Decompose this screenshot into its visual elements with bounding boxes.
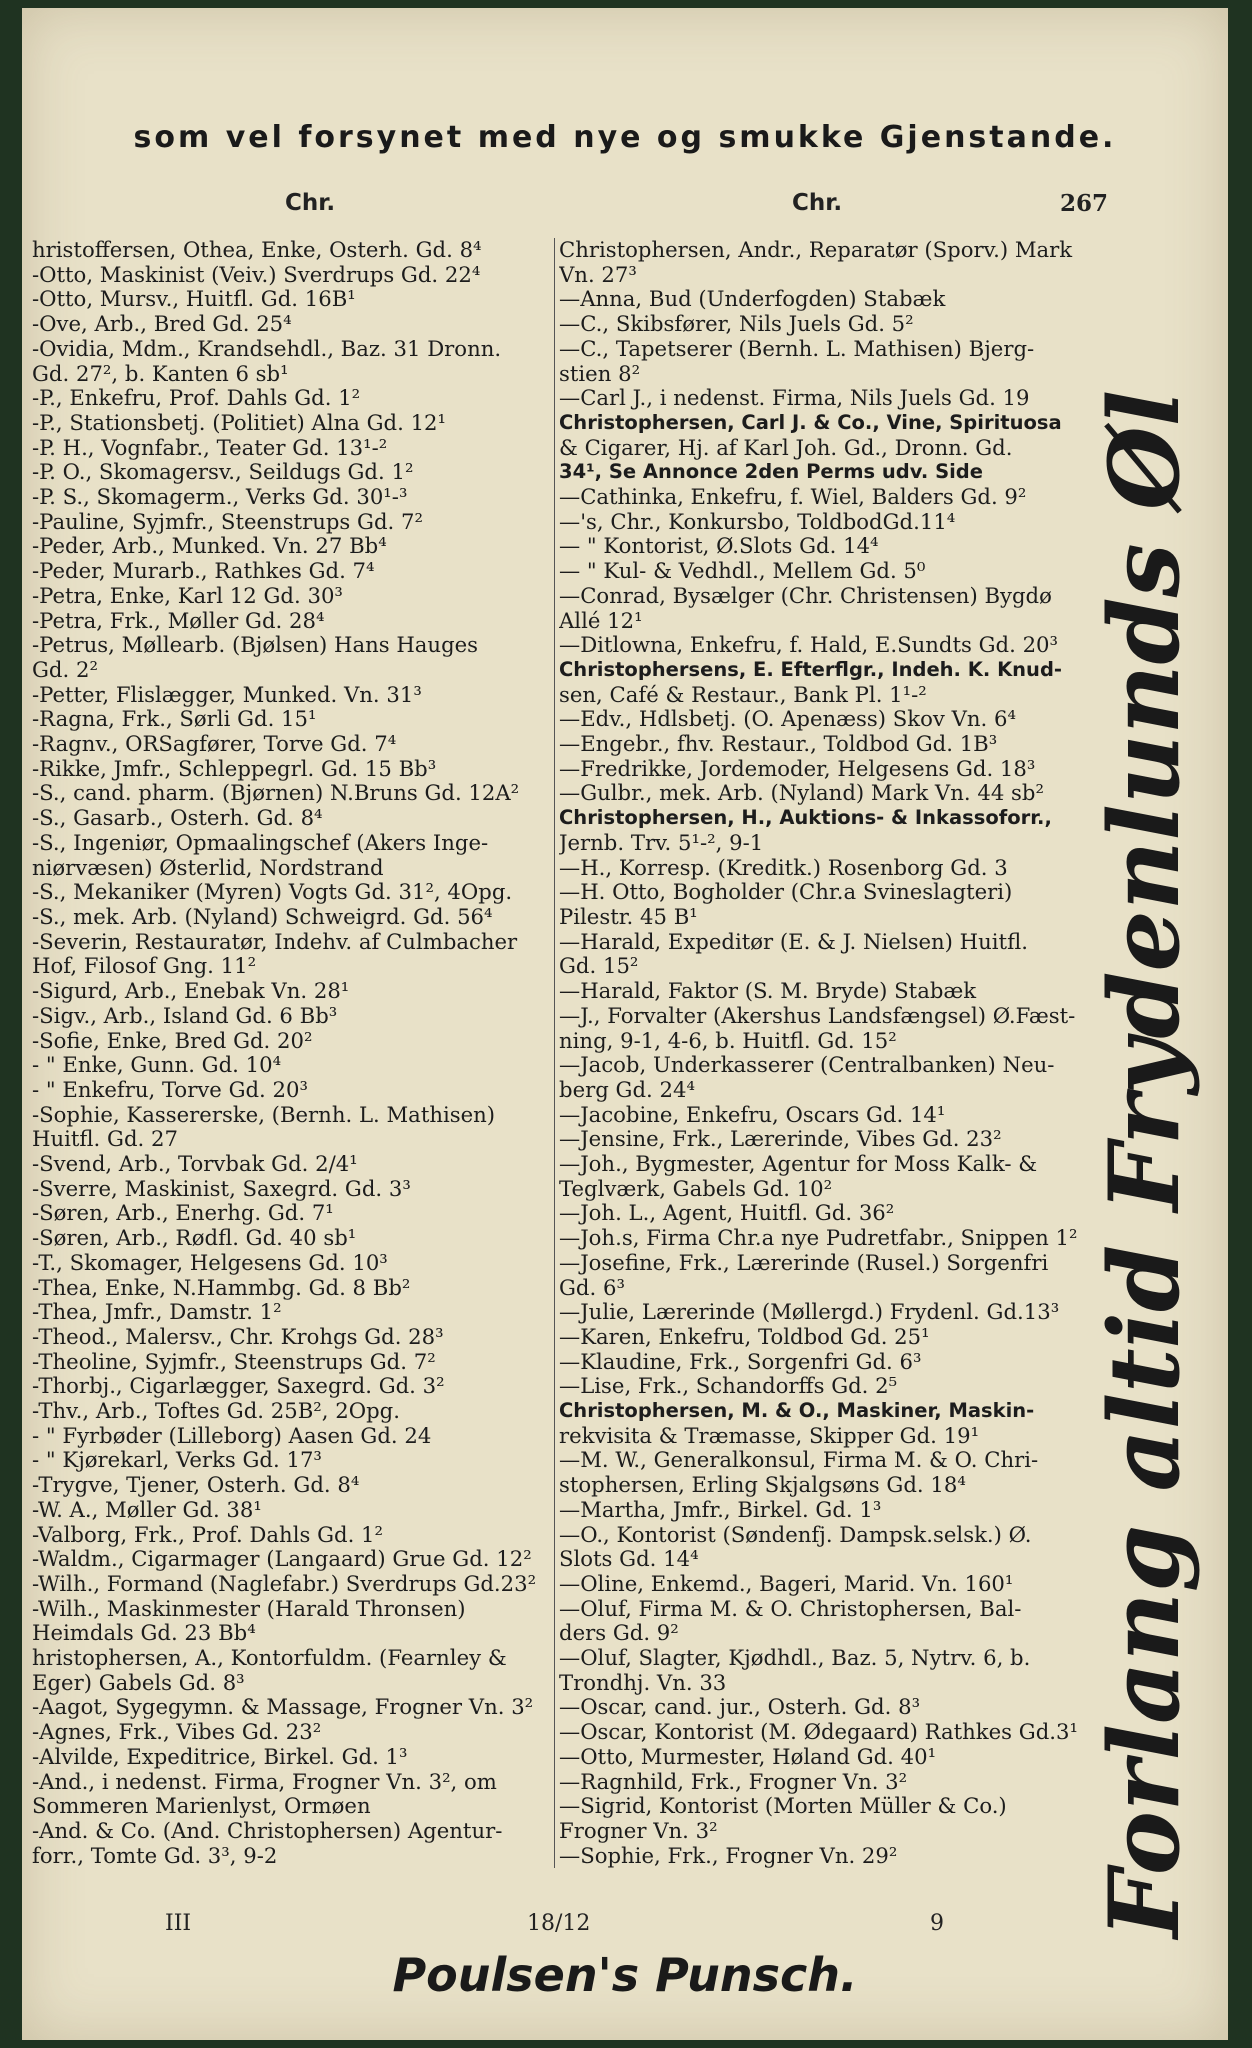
directory-entry-line: -Sigurd, Arb., Enebak Vn. 28¹ <box>32 979 350 1004</box>
directory-entry-line: -W. A., Møller Gd. 38¹ <box>32 1497 262 1522</box>
directory-entry-line: Huitfl. Gd. 27 <box>32 1127 178 1152</box>
directory-entry-line: —Oluf, Firma M. & O. Christophersen, Bal- <box>559 1596 1022 1621</box>
directory-entry-line: - " Kjørekarl, Verks Gd. 17³ <box>32 1448 322 1473</box>
running-header-right: Chr. <box>792 190 843 216</box>
directory-entry-line: - " Fyrbøder (Lilleborg) Aasen Gd. 24 <box>32 1423 432 1448</box>
directory-entry-line: —Lise, Frk., Schandorffs Gd. 2⁵ <box>559 1374 898 1399</box>
directory-entry-line: —Ditlowna, Enkefru, f. Hald, E.Sundts Gd. 20³ <box>559 633 1059 658</box>
directory-entry-line: Frogner Vn. 3² <box>559 1819 718 1843</box>
directory-page <box>22 8 1228 2040</box>
directory-entry-line: —J., Forvalter (Akershus Landsfængsel) Ø.Fæst- <box>559 1003 1076 1028</box>
directory-entry-line: -Otto, Mursv., Huitfl. Gd. 16B¹ <box>32 287 356 312</box>
directory-entry-line: -P. H., Vognfabr., Teater Gd. 13¹-² <box>32 435 388 460</box>
directory-entry-line: Christophersens, E. Efterflgr., Indeh. K. Knud- <box>559 657 1062 681</box>
directory-entry-line: —Sigrid, Kontorist (Morten Müller & Co.) <box>559 1794 1007 1819</box>
directory-entry-line: -S., Mekaniker (Myren) Vogts Gd. 31², 4Opg. <box>32 880 513 905</box>
footer-signature-left: III <box>165 1911 192 1936</box>
directory-entry-line: - " Enkefru, Torve Gd. 20³ <box>32 1077 308 1102</box>
directory-entry-line: ning, 9-1, 4-6, b. Huitfl. Gd. 15² <box>559 1028 897 1053</box>
directory-entry-line: -Svend, Arb., Torvbak Gd. 2/4¹ <box>32 1152 358 1177</box>
directory-entry-line: -S., cand. pharm. (Bjørnen) N.Bruns Gd. 12A² <box>32 781 520 806</box>
directory-entry-line: -Sigv., Arb., Island Gd. 6 Bb³ <box>32 1003 338 1028</box>
right-column <box>559 238 1091 1868</box>
directory-entry-line: -Thea, Enke, N.Hammbg. Gd. 8 Bb² <box>32 1275 411 1300</box>
directory-entry-line: Christophersen, H., Auktions- & Inkassoforr., <box>559 806 1052 830</box>
directory-entry-line: —Harald, Expeditør (E. & J. Nielsen) Huitfl. <box>559 929 1028 954</box>
directory-entry-line: -Petrus, Møllearb. (Bjølsen) Hans Hauges <box>32 633 479 658</box>
running-header-left: Chr. <box>285 190 336 216</box>
footer-signature-right: 9 <box>930 1911 944 1936</box>
directory-entry-line: -Wilh., Maskinmester (Harald Thronsen) <box>32 1596 466 1621</box>
top-banner-ad: som vel forsynet med nye og smukke Gjenstande. <box>133 120 1117 155</box>
directory-entry-line: —Joh., Bygmester, Agentur for Moss Kalk- & <box>559 1152 1038 1177</box>
directory-entry-line: —C., Tapetserer (Bernh. L. Mathisen) Bjerg- <box>559 336 1035 361</box>
directory-entry-line: -Otto, Maskinist (Veiv.) Sverdrups Gd. 22⁴ <box>32 262 481 287</box>
directory-entry-line: -P., Stationsbetj. (Politiet) Alna Gd. 12¹ <box>32 410 447 435</box>
directory-entry-line: —Karen, Enkefru, Toldbod Gd. 25¹ <box>559 1324 930 1349</box>
directory-entry-line: ders Gd. 9² <box>559 1621 679 1646</box>
directory-entry-line: —H. Otto, Bogholder (Chr.a Svineslagteri) <box>559 880 1013 905</box>
directory-entry-line: Pilestr. 45 B¹ <box>559 904 698 929</box>
directory-entry-line: 34¹, Se Annonce 2den Perms udv. Side <box>559 460 983 484</box>
directory-entry-line: hristophersen, A., Kontorfuldm. (Fearnley & <box>32 1646 507 1671</box>
directory-entry-line: -S., Gasarb., Osterh. Gd. 8⁴ <box>32 806 323 831</box>
directory-entry-line: -T., Skomager, Helgesens Gd. 10³ <box>32 1250 388 1275</box>
directory-entry-line: -Severin, Restauratør, Indehv. af Culmbacher <box>32 929 518 954</box>
directory-entry-line: -Rikke, Jmfr., Schleppegrl. Gd. 15 Bb³ <box>32 756 437 781</box>
directory-entry-line: stophersen, Erling Skjalgsøns Gd. 18⁴ <box>559 1473 966 1498</box>
directory-entry-line: —Joh.s, Firma Chr.a nye Pudretfabr., Snippen 1² <box>559 1226 1078 1251</box>
directory-entry-line: Jernb. Trv. 5¹-², 9-1 <box>559 830 764 855</box>
directory-entry-line: -S., Ingeniør, Opmaalingschef (Akers Inge- <box>32 830 489 855</box>
directory-entry-line: —Gulbr., mek. Arb. (Nyland) Mark Vn. 44 sb² <box>559 781 1044 806</box>
directory-entry-line: Christophersen, Carl J. & Co., Vine, Spirituosa <box>559 410 1062 434</box>
directory-entry-line: -Theod., Malersv., Chr. Krohgs Gd. 28³ <box>32 1324 444 1349</box>
directory-entry-line: Allé 12¹ <box>559 608 643 633</box>
directory-entry-line: Vn. 27³ <box>559 262 637 287</box>
directory-entry-line: —Josefine, Frk., Lærerinde (Rusel.) Sorgenfri <box>559 1250 1049 1275</box>
directory-entry-line: stien 8² <box>559 361 641 386</box>
directory-entry-line: Slots Gd. 14⁴ <box>559 1547 699 1572</box>
directory-entry-line: —Jacobine, Enkefru, Oscars Gd. 14¹ <box>559 1102 946 1127</box>
directory-entry-line: —'s, Chr., Konkursbo, ToldbodGd.11⁴ <box>559 509 956 534</box>
directory-entry-line: -S., mek. Arb. (Nyland) Schweigrd. Gd. 56⁴ <box>32 904 493 929</box>
directory-entry-line: -And., i nedenst. Firma, Frogner Vn. 3², om <box>32 1769 497 1794</box>
directory-entry-line: -Thea, Jmfr., Damstr. 1² <box>32 1300 282 1325</box>
directory-entry-line: rekvisita & Træmasse, Skipper Gd. 19¹ <box>559 1423 980 1448</box>
directory-entry-line: Teglværk, Gabels Gd. 10² <box>559 1176 833 1201</box>
bottom-advertisement: Poulsen's Punsch. <box>392 1948 858 2002</box>
directory-entry-line: —H., Korresp. (Kreditk.) Rosenborg Gd. 3 <box>559 855 1008 880</box>
directory-entry-line: -Peder, Murarb., Rathkes Gd. 7⁴ <box>32 559 375 584</box>
directory-entry-line: —C., Skibsfører, Nils Juels Gd. 5² <box>559 312 914 337</box>
directory-entry-line: —Oscar, Kontorist (M. Ødegaard) Rathkes Gd.3¹ <box>559 1720 1078 1745</box>
directory-entry-line: —Jensine, Frk., Lærerinde, Vibes Gd. 23² <box>559 1127 1002 1152</box>
directory-entry-line: hristoffersen, Othea, Enke, Osterh. Gd. 8⁴ <box>32 238 482 262</box>
directory-entry-line: -Thv., Arb., Toftes Gd. 25B², 2Opg. <box>32 1399 400 1424</box>
directory-entry-line: Christophersen, M. & O., Maskiner, Maskin- <box>559 1399 1035 1423</box>
directory-entry-line: -Ove, Arb., Bred Gd. 25⁴ <box>32 312 292 337</box>
directory-entry-line: -Petra, Enke, Karl 12 Gd. 30³ <box>32 583 343 608</box>
directory-entry-line: —Julie, Lærerinde (Møllergd.) Frydenl. Gd.13³ <box>559 1300 1060 1325</box>
directory-entry-line: Sommeren Marienlyst, Ormøen <box>32 1794 371 1819</box>
directory-entry-line: Christophersen, Andr., Reparatør (Sporv.) Mark <box>559 238 1073 262</box>
directory-entry-line: -Ragna, Frk., Sørli Gd. 15¹ <box>32 707 317 732</box>
directory-entry-line: —Martha, Jmfr., Birkel. Gd. 1³ <box>559 1497 882 1522</box>
directory-entry-line: -Søren, Arb., Rødfl. Gd. 40 sb¹ <box>32 1226 357 1251</box>
directory-entry-line: Gd. 15² <box>559 954 639 979</box>
directory-entry-line: —O., Kontorist (Søndenfj. Dampsk.selsk.) Ø. <box>559 1522 1032 1547</box>
directory-entry-line: —Edv., Hdlsbetj. (O. Apenæss) Skov Vn. 6⁴ <box>559 707 1016 732</box>
page-number: 267 <box>1060 190 1109 217</box>
footer-signature-middle: 18/12 <box>527 1911 591 1936</box>
directory-entry-line: —Conrad, Bysælger (Chr. Christensen) Bygdø <box>559 583 1052 608</box>
directory-entry-line: & Cigarer, Hj. af Karl Joh. Gd., Dronn. Gd. <box>559 435 1013 460</box>
directory-entry-line: -Sofie, Enke, Bred Gd. 20² <box>32 1028 313 1053</box>
directory-entry-line: — " Kontorist, Ø.Slots Gd. 14⁴ <box>559 534 879 559</box>
directory-entry-line: -Pauline, Syjmfr., Steenstrups Gd. 7² <box>32 509 423 534</box>
directory-entry-line: —Engebr., fhv. Restaur., Toldbod Gd. 1B³ <box>559 732 998 757</box>
directory-entry-line: -Peder, Arb., Munked. Vn. 27 Bb⁴ <box>32 534 387 559</box>
directory-entry-line: -Petra, Frk., Møller Gd. 28⁴ <box>32 608 325 633</box>
directory-entry-line: —Sophie, Frk., Frogner Vn. 29² <box>559 1843 898 1868</box>
directory-entry-line: —Fredrikke, Jordemoder, Helgesens Gd. 18³ <box>559 756 1036 781</box>
directory-entry-line: -Trygve, Tjener, Osterh. Gd. 8⁴ <box>32 1473 360 1498</box>
directory-entry-line: - " Enke, Gunn. Gd. 10⁴ <box>32 1053 282 1078</box>
directory-entry-line: -Ragnv., ORSagfører, Torve Gd. 7⁴ <box>32 732 397 757</box>
directory-entry-line: —Anna, Bud (Underfogden) Stabæk <box>559 287 946 312</box>
directory-entry-line: -Sverre, Maskinist, Saxegrd. Gd. 3³ <box>32 1176 411 1201</box>
directory-entry-line: —Oluf, Slagter, Kjødhdl., Baz. 5, Nytrv. 6, b. <box>559 1646 1031 1671</box>
directory-entry-line: -Sophie, Kassererske, (Bernh. L. Mathisen) <box>32 1102 496 1127</box>
directory-entry-line: Heimdals Gd. 23 Bb⁴ <box>32 1621 256 1646</box>
directory-entry-line: -P., Enkefru, Prof. Dahls Gd. 1² <box>32 386 361 411</box>
directory-entry-line: -P. S., Skomagerm., Verks Gd. 30¹-³ <box>32 485 408 510</box>
directory-entry-line: berg Gd. 24⁴ <box>559 1077 695 1102</box>
directory-entry-line: -Aagot, Sygegymn. & Massage, Frogner Vn. 3² <box>32 1695 534 1720</box>
directory-entry-line: —Harald, Faktor (S. M. Bryde) Stabæk <box>559 979 977 1004</box>
directory-entry-line: — " Kul- & Vedhdl., Mellem Gd. 5⁰ <box>559 559 926 584</box>
directory-entry-line: -P. O., Skomagersv., Seildugs Gd. 1² <box>32 460 414 485</box>
directory-entry-line: -Søren, Arb., Enerhg. Gd. 7¹ <box>32 1201 334 1226</box>
directory-entry-line: —Otto, Murmester, Høland Gd. 40¹ <box>559 1744 937 1769</box>
directory-entry-line: -Alvilde, Expeditrice, Birkel. Gd. 1³ <box>32 1744 408 1769</box>
directory-entry-line: forr., Tomte Gd. 3³, 9-2 <box>32 1843 278 1868</box>
directory-entry-line: —Carl J., i nedenst. Firma, Nils Juels Gd. 19 <box>559 386 1030 411</box>
directory-entry-line: -Waldm., Cigarmager (Langaard) Grue Gd. 12² <box>32 1547 532 1572</box>
directory-entry-line: -Thorbj., Cigarlægger, Saxegrd. Gd. 3² <box>32 1374 445 1399</box>
directory-entry-line: Gd. 2² <box>32 657 98 682</box>
directory-entry-line: niørvæsen) Østerlid, Nordstrand <box>32 855 384 880</box>
directory-entry-line: —Klaudine, Frk., Sorgenfri Gd. 6³ <box>559 1349 922 1374</box>
directory-entry-line: —Oline, Enkemd., Bageri, Marid. Vn. 160¹ <box>559 1571 1014 1596</box>
directory-entry-line: -Agnes, Frk., Vibes Gd. 23² <box>32 1720 322 1745</box>
left-column <box>32 238 560 1868</box>
directory-entry-line: —Cathinka, Enkefru, f. Wiel, Balders Gd. 9² <box>559 485 1027 510</box>
directory-entry-line: -Petter, Flislægger, Munked. Vn. 31³ <box>32 682 422 707</box>
directory-entry-line: Eger) Gabels Gd. 8³ <box>32 1670 245 1695</box>
directory-entry-line: —Jacob, Underkasserer (Centralbanken) Neu- <box>559 1053 1055 1078</box>
directory-entry-line: —Ragnhild, Frk., Frogner Vn. 3² <box>559 1769 908 1794</box>
directory-entry-line: -Wilh., Formand (Naglefabr.) Sverdrups Gd.23² <box>32 1571 537 1596</box>
vertical-advertisement: Forlang altid Frydenlunds Øl <box>1088 389 1201 1938</box>
directory-entry-line: -Valborg, Frk., Prof. Dahls Gd. 1² <box>32 1522 384 1547</box>
directory-entry-line: —Oscar, cand. jur., Osterh. Gd. 8³ <box>559 1695 921 1720</box>
directory-entry-line: —M. W., Generalkonsul, Firma M. & O. Chri- <box>559 1448 1039 1473</box>
directory-entry-line: Hof, Filosof Gng. 11² <box>32 954 257 979</box>
directory-entry-line: Trondhj. Vn. 33 <box>559 1670 727 1695</box>
directory-entry-line: sen, Café & Restaur., Bank Pl. 1¹-² <box>559 682 927 707</box>
directory-entry-line: —Joh. L., Agent, Huitfl. Gd. 36² <box>559 1201 895 1226</box>
directory-entry-line: Gd. 6³ <box>559 1275 625 1300</box>
directory-entry-line: -Ovidia, Mdm., Krandsehdl., Baz. 31 Dronn. <box>32 336 502 361</box>
directory-entry-line: -Theoline, Syjmfr., Steenstrups Gd. 7² <box>32 1349 436 1374</box>
directory-entry-line: Gd. 27², b. Kanten 6 sb¹ <box>32 361 289 386</box>
directory-entry-line: -And. & Co. (And. Christophersen) Agentur- <box>32 1819 503 1843</box>
